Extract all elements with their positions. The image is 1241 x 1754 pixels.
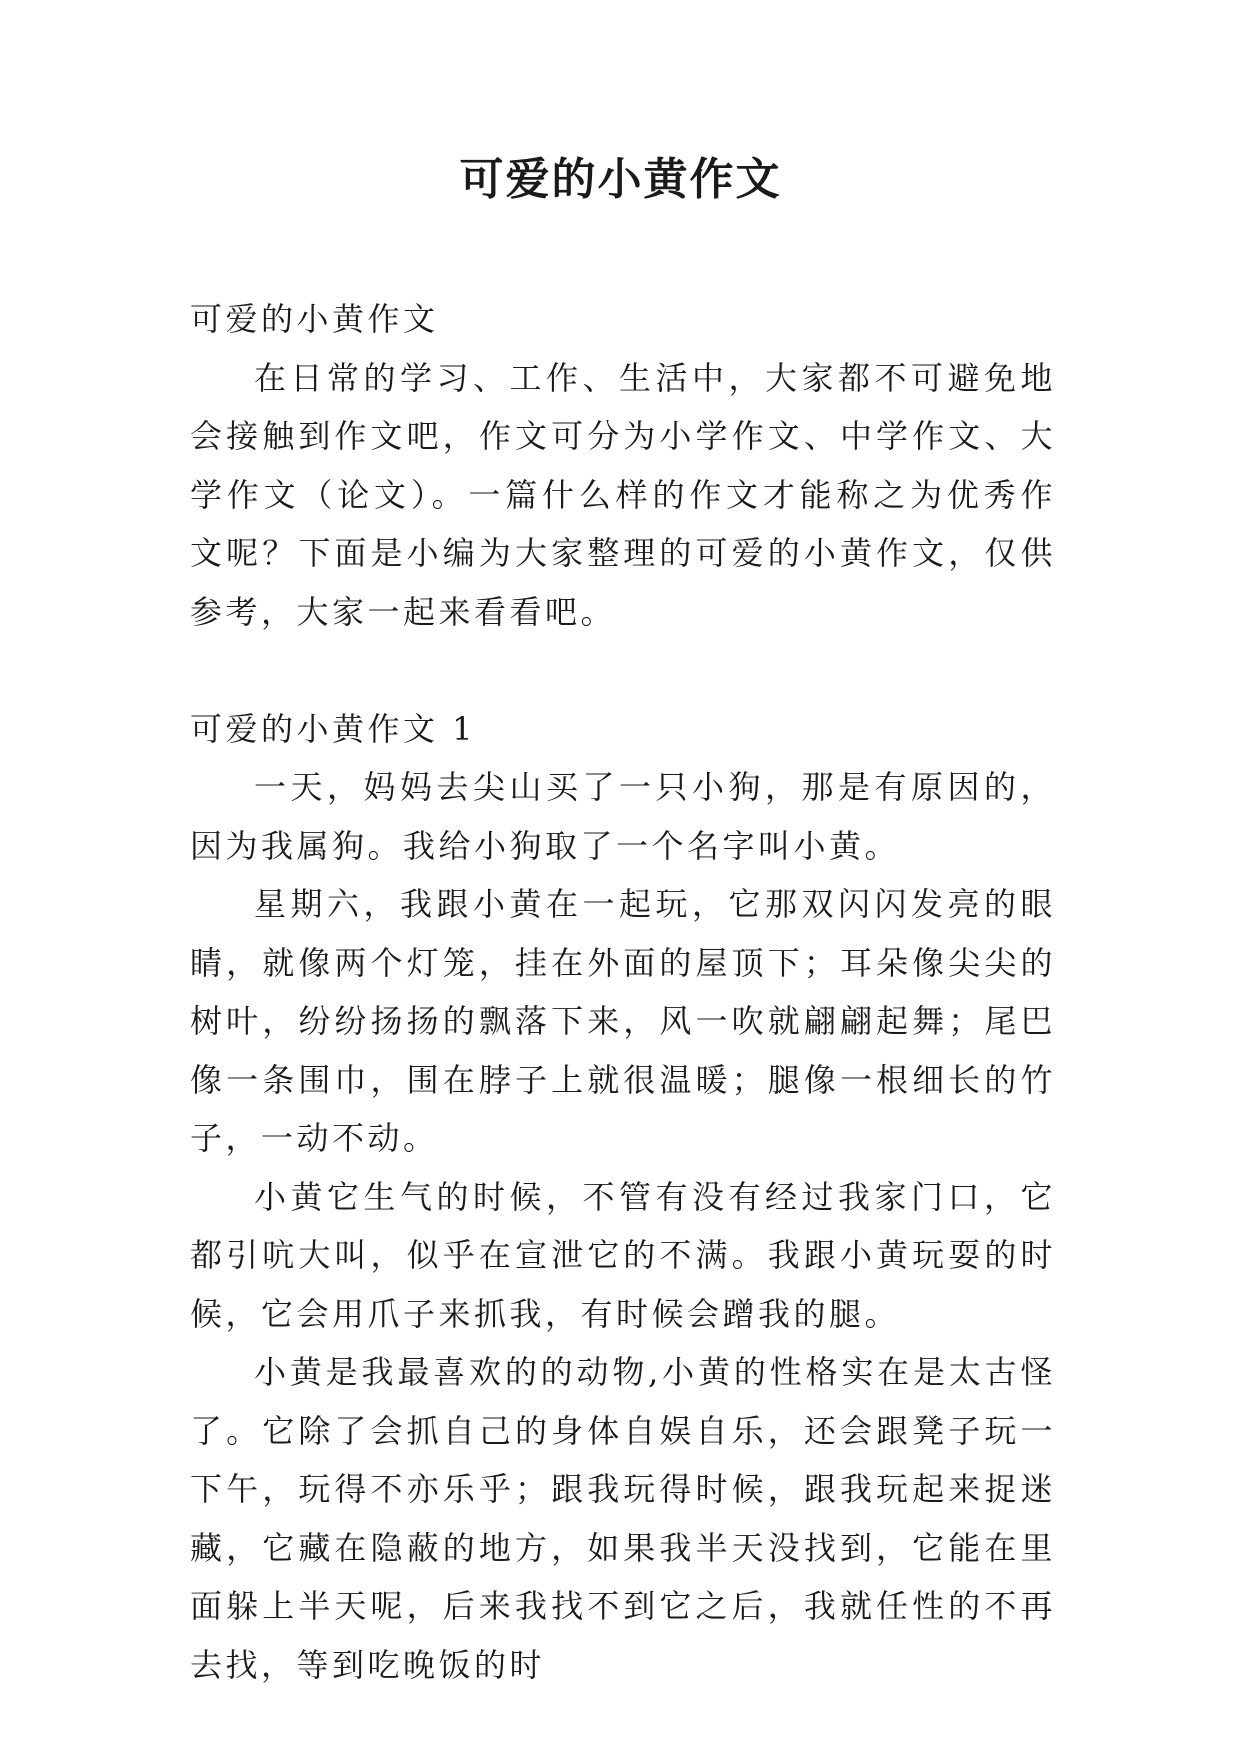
intro-subtitle: 可爱的小黄作文	[190, 300, 439, 338]
document-body	[190, 290, 1056, 1694]
essay-heading: 可爱的小黄作文 1	[190, 709, 477, 748]
intro-paragraph: 在日常的学习、工作、生活中，大家都不可避免地会接触到作文吧，作文可分为小学作文、中学作文、大学作文（论文）。一篇什么样的作文才能称之为优秀作文呢？下面是小编为大家整理的可爱的小黄作文，仅供参考，大家一起来看看吧。	[190, 358, 1056, 631]
document-title: 可爱的小黄作文	[459, 154, 782, 205]
essay-paragraph: 小黄它生气的时候，不管有没有经过我家门口，它都引吭大叫，似乎在宣泄它的不满。我跟小黄玩耍的时候，它会用爪子来抓我，有时候会蹭我的腿。	[190, 1177, 1056, 1333]
essay-paragraph: 星期六，我跟小黄在一起玩，它那双闪闪发亮的眼睛，就像两个灯笼，挂在外面的屋顶下；耳朵像尖尖的树叶，纷纷扬扬的飘落下来，风一吹就翩翩起舞；尾巴像一条围巾，围在脖子上就很温暖；腿像一根细长的竹子，一动不动。	[190, 885, 1056, 1157]
section-gap	[190, 641, 1056, 700]
essay-paragraph: 一天，妈妈去尖山买了一只小狗，那是有原因的，因为我属狗。我给小狗取了一个名字叫小黄。	[190, 768, 1056, 865]
essay-paragraph: 小黄是我最喜欢的的动物,小黄的性格实在是太古怪了。它除了会抓自己的身体自娱自乐，还会跟凳子玩一下午，玩得不亦乐乎；跟我玩得时候，跟我玩起来捉迷藏，它藏在隐蔽的地方，如果我半天没找到，它能在里面躲上半天呢，后来我找不到它之后，我就任性的不再去找，等到吃晚饭的时	[190, 1353, 1056, 1684]
